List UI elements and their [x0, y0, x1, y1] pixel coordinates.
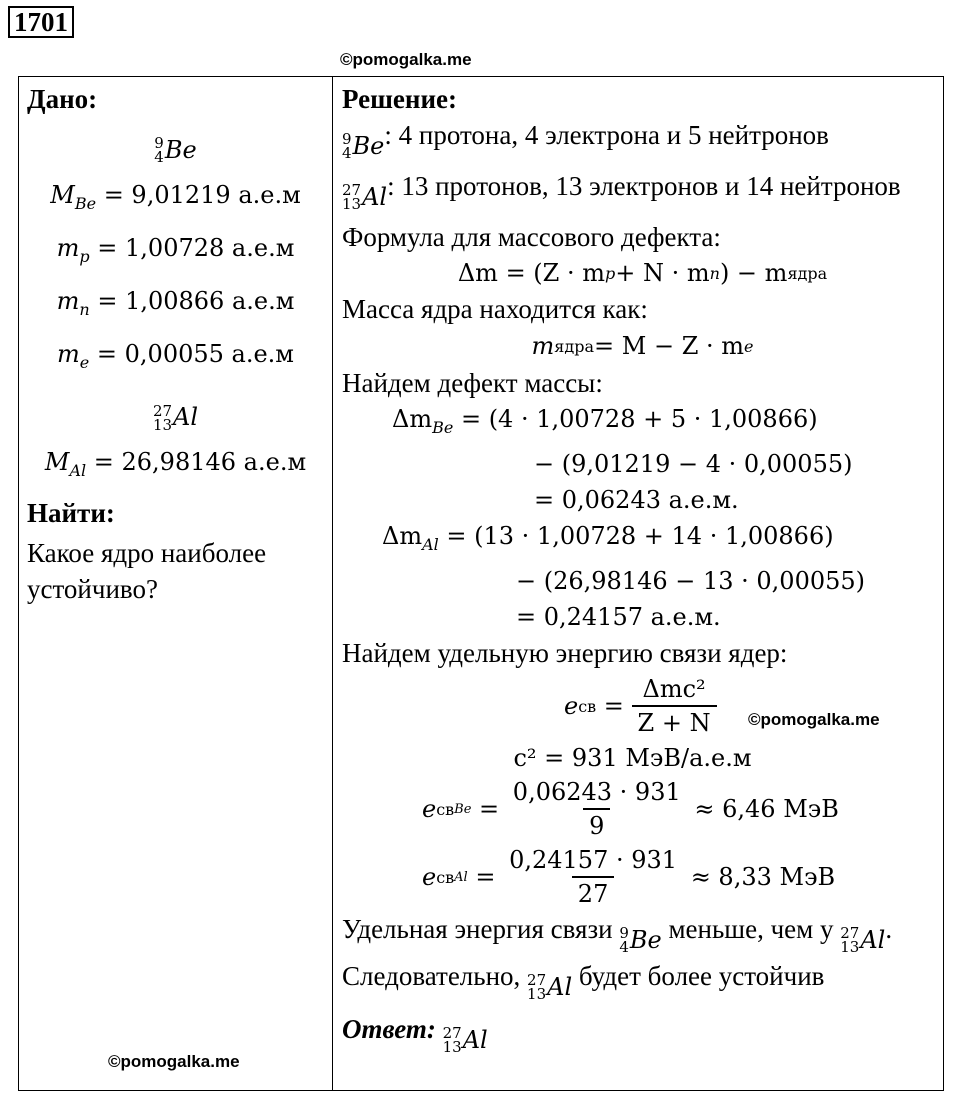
al-defect-calc: $\Delta m_{Al} = (13 \cdot 1,00728 + 14 \cdot 1,00866)$ − (26,98146 − 13 · 0,00055) = 0,24157 а.е.м.: [382, 522, 866, 631]
mass-defect-intro: Формула для массового дефекта:: [342, 222, 721, 252]
watermark-bottom-left: ©pomogalka.me: [108, 1052, 240, 1071]
given-line: $m_e = 0,00055$ а.е.м: [57, 339, 294, 372]
watermark-right: ©pomogalka.me: [748, 710, 880, 729]
core-mass-intro: Масса ядра находится как:: [342, 294, 648, 324]
al-description: 27 13 Al : 13 протонов, 13 электронов и 14 нейтронов: [342, 171, 901, 213]
given-al-nuclide: 27 13 Al: [152, 401, 199, 434]
answer-nuclide: 27 13 Al: [442, 1024, 488, 1056]
given-line: $M_{Al} = 26,98146$ а.е.м: [44, 448, 307, 480]
question-text: Какое ядро наиболее устойчиво?: [27, 538, 267, 604]
find-energy-text: Найдем удельную энергию связи ядер:: [342, 638, 788, 668]
e-al-formula: e св Al = $\frac{0,24157 \cdot 931}{27}$ ≈ 8,33 МэВ: [422, 846, 836, 908]
given-list: [27, 117, 332, 493]
given-line: $M_{Be} = 9,01219$ а.е.м: [50, 180, 301, 213]
be-defect-calc: $\Delta m_{Be} = (4 \cdot 1,00728 + 5 \cdot 1,00866)$ − (9,01219 − 4 · 0,00055) = 0,06243 а.е.м.: [392, 405, 853, 514]
c-squared-line: c² = 931 МэВ/а.е.м: [513, 744, 752, 772]
be-description: 9 4 Be : 4 протона, 4 электрона и 5 нейтронов: [342, 120, 829, 162]
answer-line: [342, 1011, 943, 1058]
solution-table: [18, 76, 944, 1091]
formula-mass-defect: Δm = (Z · m p + N · m n ) − m ядра: [457, 259, 828, 287]
watermark-top: ©pomogalka.me: [340, 50, 472, 69]
formula-core-mass: m ядра = M − Z · m e: [531, 332, 754, 360]
find-header: Найти:: [27, 498, 115, 528]
given-column: [19, 77, 333, 1091]
e-be-formula: e св Be = $\frac{0,06243 \cdot 931}{9}$ ≈ 6,46 МэВ: [422, 778, 839, 840]
solution-header: Решение:: [342, 84, 457, 114]
conclusion-text: Удельная энергия связи 9 4 Be меньше, чем у 27 13 Al . Следовательно, 27 13 Al будет более устойчив: [342, 914, 893, 1003]
solution-column: [333, 77, 944, 1091]
problem-number: 1701: [8, 6, 74, 38]
answer-label: Ответ:: [342, 1014, 436, 1044]
find-defect-text: Найдем дефект массы:: [342, 368, 603, 398]
given-be-nuclide: 9 4 Be: [154, 134, 197, 166]
given-line: $m_p = 1,00728$ а.е.м: [56, 233, 295, 266]
given-header: Дано:: [27, 84, 98, 114]
given-line: $m_n = 1,00866$ а.е.м: [56, 286, 295, 319]
energy-formula: e св = $\frac{\text{Δmc²}}{Z + N}$: [342, 671, 943, 741]
